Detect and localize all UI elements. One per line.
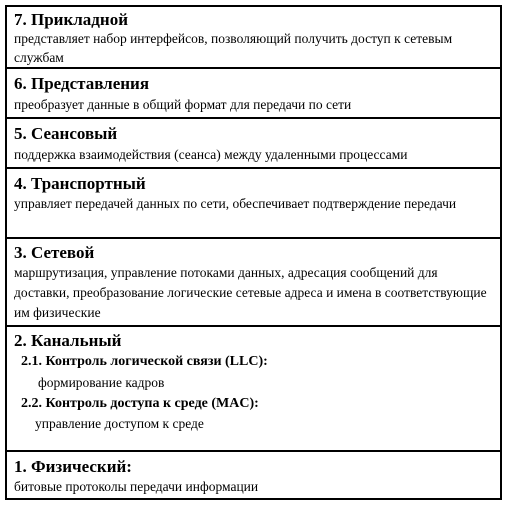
- layer-title: 4. Транспортный: [14, 174, 146, 193]
- layer-title: 7. Прикладной: [14, 10, 128, 29]
- osi-layers-table: [5, 5, 502, 500]
- layer-description: представляет набор интерфейсов, позволяющий получить доступ к сетевым службам: [14, 31, 453, 65]
- layer-row-session: [7, 119, 500, 169]
- layer-description: маршрутизация, управление потоками данных, адресация сообщений для доставки, преобразование логические сетевые адреса и имена в соответствующие им физические: [14, 265, 487, 320]
- layer-row-network: [7, 239, 500, 327]
- layer-description: управляет передачей данных по сети, обеспечивает подтверждение передачи: [14, 196, 457, 211]
- layer-row-data-link: [7, 327, 500, 452]
- layer-title: 3. Сетевой: [14, 243, 95, 262]
- layer-title: 6. Представления: [14, 74, 150, 93]
- layer-description: битовые протоколы передачи информации: [14, 479, 259, 494]
- sublayer-title-llc: 2.1. Контроль логической связи (LLC):: [21, 354, 268, 369]
- layer-description: поддержка взаимодействия (сеанса) между удаленными процессами: [14, 147, 408, 162]
- layer-title: 1. Физический:: [14, 457, 132, 476]
- sublayer-title-mac: 2.2. Контроль доступа к среде (MAC):: [21, 396, 259, 411]
- layer-title: 5. Сеансовый: [14, 124, 118, 143]
- layer-title: 2. Канальный: [14, 331, 122, 350]
- layer-row-application: [7, 7, 500, 69]
- layer-row-presentation: [7, 69, 500, 119]
- layer-description: преобразует данные в общий формат для передачи по сети: [14, 97, 352, 112]
- sublayer-description-mac: управление доступом к среде: [35, 416, 204, 431]
- sublayer-description-llc: формирование кадров: [38, 375, 165, 390]
- layer-row-physical: [7, 452, 500, 498]
- layer-row-transport: [7, 169, 500, 239]
